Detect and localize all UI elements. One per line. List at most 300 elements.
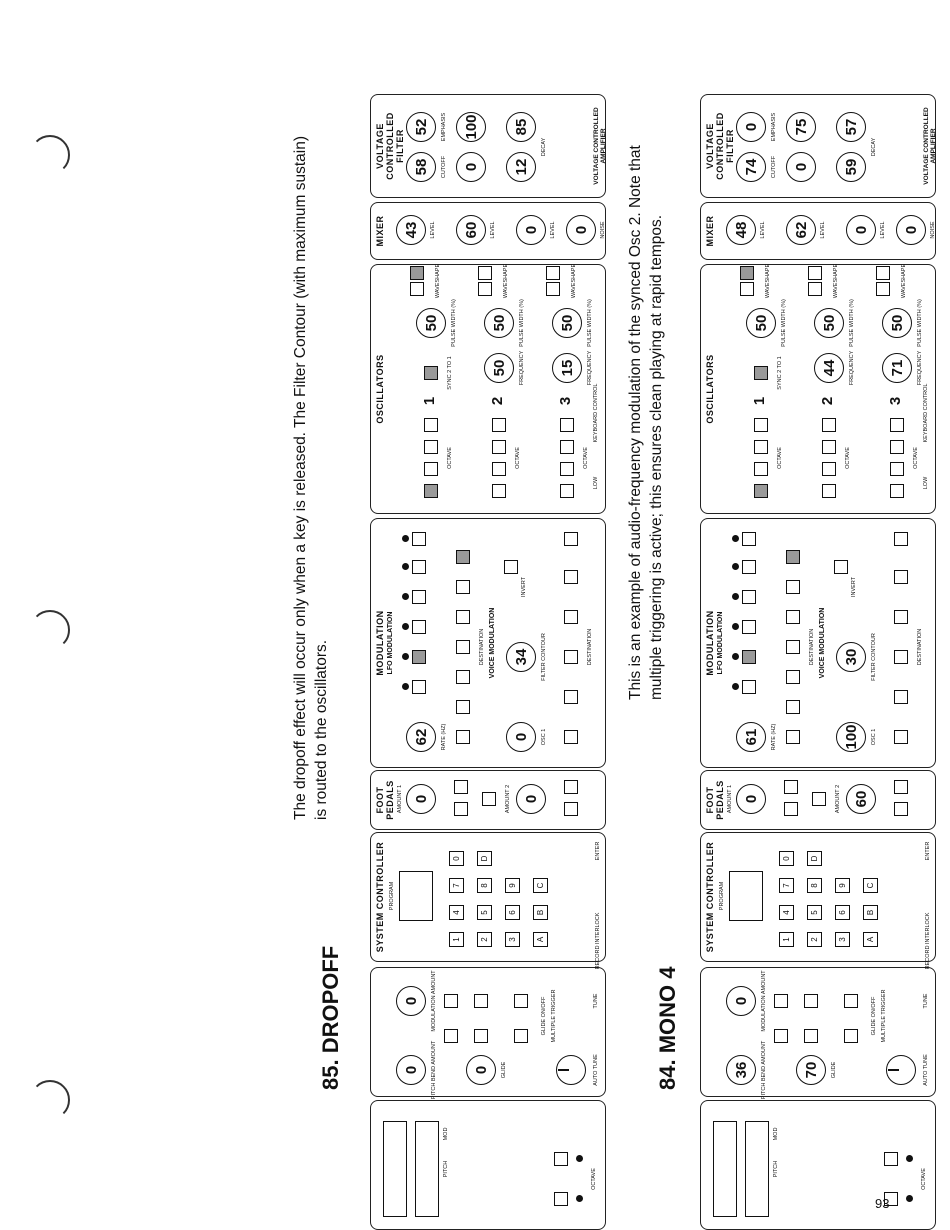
voice-destination-button[interactable]	[564, 690, 578, 704]
patch-description: This is an example of audio-frequency modulation of the synced Osc 2. Note that multiple triggering is active; this ensures clean playing at rapid tempos.	[627, 145, 665, 700]
mixer-mix1-knob[interactable]	[396, 215, 426, 245]
voice-destination-button[interactable]	[894, 532, 908, 546]
foot-pedals	[700, 770, 936, 830]
indicator-led	[402, 564, 409, 571]
lfo-waveform-button[interactable]	[412, 532, 426, 546]
pitch-bend-amount-knob[interactable]	[726, 1055, 756, 1085]
program-key[interactable]: 4	[449, 905, 464, 920]
knob-value: 0	[852, 225, 870, 235]
pedal-filter-button[interactable]	[482, 792, 496, 806]
voice-destination-label: DESTINATION	[587, 628, 593, 666]
program-key[interactable]: 9	[505, 878, 520, 893]
enter-label: ENTER	[925, 841, 931, 861]
knob-value: 57	[842, 118, 860, 136]
octave-button-16[interactable]	[560, 484, 574, 498]
octave-button-4[interactable]	[890, 440, 904, 454]
decay-label: DECAY	[871, 137, 877, 157]
pedal-mod-amt-button[interactable]	[564, 802, 578, 816]
knob-value: 44	[820, 359, 838, 377]
kb-out-button[interactable]	[514, 994, 528, 1008]
lfo-rate-knob[interactable]	[406, 722, 436, 752]
lfo-waveform-button[interactable]	[742, 620, 756, 634]
octave-button-4[interactable]	[822, 440, 836, 454]
lfo-destination-button[interactable]	[456, 640, 470, 654]
program-display	[399, 871, 433, 921]
sync-button[interactable]	[754, 366, 768, 380]
patch-caption: 84. MONO 4	[655, 966, 680, 1090]
modulation-module	[700, 518, 936, 768]
amount-2-label: AMOUNT 2	[505, 784, 511, 814]
osc1-amount-knob[interactable]	[836, 722, 866, 752]
auto-tune-label: AUTO TUNE	[923, 1054, 929, 1086]
invert-button[interactable]	[834, 560, 848, 574]
lfo-destination-button[interactable]	[456, 550, 470, 564]
decay-label: DECAY	[541, 137, 547, 157]
pulse-width-label: PULSE WIDTH (%)	[587, 299, 593, 347]
pedal-amount-1-knob[interactable]	[406, 784, 436, 814]
indicator-led	[732, 564, 739, 571]
lfo-destination-button[interactable]	[786, 700, 800, 714]
cutoff-knob[interactable]	[736, 152, 766, 182]
lfo-destination-button[interactable]	[456, 670, 470, 684]
mono-button[interactable]	[844, 1029, 858, 1043]
program-key[interactable]: 7	[779, 878, 794, 893]
program-key[interactable]: D	[807, 851, 822, 866]
lfo-waveform-button[interactable]	[742, 590, 756, 604]
program-key[interactable]: 8	[807, 878, 822, 893]
mixer-level-label: NOISE	[930, 221, 936, 239]
filter-decay-knob[interactable]	[456, 112, 486, 142]
lfo-waveform-button[interactable]	[412, 620, 426, 634]
mixer-mix2-knob[interactable]	[456, 215, 486, 245]
emphasis-knob[interactable]	[406, 112, 436, 142]
lfo-destination-button[interactable]	[786, 640, 800, 654]
lfo-waveform-button[interactable]	[742, 680, 756, 694]
knob-value: 50	[422, 314, 440, 332]
octave-label: OCTAVE	[583, 447, 589, 469]
voice-destination-button[interactable]	[894, 730, 908, 744]
lfo-modulation-label: LFO MODULATION	[387, 611, 394, 675]
pulse-width-knob[interactable]	[552, 308, 582, 338]
filter-attack-knob[interactable]	[786, 152, 816, 182]
binder-hole	[22, 1072, 79, 1129]
knob-value: 0	[902, 225, 920, 235]
foot-pedals	[370, 770, 606, 830]
pitch-bend-label: PITCH BEND AMOUNT	[761, 1040, 767, 1100]
auto-tune-label: AUTO TUNE	[593, 1054, 599, 1086]
program-key[interactable]: 5	[807, 905, 822, 920]
pedal-amount-2-knob[interactable]	[846, 784, 876, 814]
tune-knob[interactable]	[886, 1055, 916, 1085]
filter-contour-label: FILTER CONTOUR	[871, 633, 877, 681]
program-key[interactable]: 0	[779, 851, 794, 866]
program-key[interactable]: 0	[449, 851, 464, 866]
voice-modulation-label: VOICE MODULATION	[489, 607, 496, 679]
lfo-waveform-button[interactable]	[412, 590, 426, 604]
mixer-level-label: LEVEL	[760, 221, 766, 239]
performance-controls	[700, 967, 936, 1100]
invert-label: INVERT	[851, 576, 857, 598]
multiple-trigger-label: MULTIPLE TRIGGER	[551, 989, 557, 1043]
pedal-amount-1-knob[interactable]	[736, 784, 766, 814]
octave-button-2[interactable]	[754, 418, 768, 432]
lfo-modulation-label: LFO MODULATION	[717, 611, 724, 675]
octave-button-16[interactable]	[754, 484, 768, 498]
filter-decay-knob[interactable]	[786, 112, 816, 142]
amp-decay-knob[interactable]	[506, 112, 536, 142]
foot-pedals-title: FOOT PEDALS	[705, 780, 725, 820]
program-key[interactable]: C	[533, 878, 548, 893]
indicator-led	[906, 1196, 913, 1203]
knob-value: 0	[522, 225, 540, 235]
system-controller-title: SYSTEM CONTROLLER	[705, 841, 715, 953]
frequency-label: FREQUENCY	[849, 350, 855, 386]
knob-value: 43	[402, 221, 420, 239]
waveshape-button[interactable]	[876, 282, 890, 296]
lfo-waveform-button[interactable]	[742, 560, 756, 574]
voice-modulation-label: VOICE MODULATION	[819, 607, 826, 679]
synth-panel-dropoff	[370, 94, 606, 1222]
voice-destination-button[interactable]	[894, 690, 908, 704]
octave-button-4[interactable]	[560, 440, 574, 454]
osc2-frequency-knob[interactable]	[484, 353, 514, 383]
octave-button-4[interactable]	[424, 440, 438, 454]
pulse-width-knob[interactable]	[882, 308, 912, 338]
octave-button-2[interactable]	[424, 418, 438, 432]
vcf-module	[700, 94, 936, 198]
pulse-width-knob[interactable]	[814, 308, 844, 338]
mixer-module	[370, 202, 606, 260]
program-key[interactable]: 5	[477, 905, 492, 920]
rate-label: RATE (HZ)	[771, 723, 777, 751]
destination-label: DESTINATION	[479, 628, 485, 666]
lfo-waveform-button[interactable]	[412, 560, 426, 574]
program-key[interactable]: B	[863, 905, 878, 920]
knob-value: 71	[888, 359, 906, 377]
knob-value: 0	[402, 996, 420, 1006]
pedal-amount-2-knob[interactable]	[516, 784, 546, 814]
pitch-label: PITCH	[443, 1160, 449, 1178]
filter-contour-amount-knob[interactable]	[836, 642, 866, 672]
multiple-trigger-label: MULTIPLE TRIGGER	[881, 989, 887, 1043]
octave-button-2[interactable]	[492, 418, 506, 432]
record-interlock-label: RECORD INTERLOCK	[595, 912, 601, 970]
oscillators-module-title: OSCILLATORS	[705, 354, 715, 424]
octave-up-button[interactable]	[884, 1152, 898, 1166]
rate-label: RATE (HZ)	[441, 723, 447, 751]
pedal-pitch-button[interactable]	[454, 802, 468, 816]
vcf-module	[370, 94, 606, 198]
invert-button[interactable]	[504, 560, 518, 574]
binder-hole	[22, 602, 79, 659]
program-key[interactable]: 8	[477, 878, 492, 893]
waveshape-button[interactable]	[808, 282, 822, 296]
lfo-destination-button[interactable]	[456, 700, 470, 714]
knob-value: 62	[412, 728, 430, 746]
lfo-waveform-button[interactable]	[742, 650, 756, 664]
program-key[interactable]: D	[477, 851, 492, 866]
indicator-led	[576, 1196, 583, 1203]
pulse-width-label: PULSE WIDTH (%)	[451, 299, 457, 347]
mod-wheel-slot[interactable]	[745, 1121, 769, 1217]
pulse-width-knob[interactable]	[746, 308, 776, 338]
waveshape-button[interactable]	[546, 282, 560, 296]
octave-up-button[interactable]	[554, 1152, 568, 1166]
modulation-amount-knob[interactable]	[396, 986, 426, 1016]
octave-button-4[interactable]	[492, 440, 506, 454]
program-key[interactable]: 2	[807, 932, 822, 947]
glide-knob[interactable]	[466, 1055, 496, 1085]
program-key[interactable]: 6	[835, 905, 850, 920]
program-key[interactable]: B	[533, 905, 548, 920]
waveshape-label: WAVESHAPE	[435, 263, 441, 299]
waveshape-button[interactable]	[740, 266, 754, 280]
mixer-mix3-knob[interactable]	[846, 215, 876, 245]
octave-button-2[interactable]	[822, 418, 836, 432]
mixer-module-title: MIXER	[705, 215, 715, 247]
program-key[interactable]: A	[533, 932, 548, 947]
filter-contour-label: FILTER CONTOUR	[541, 633, 547, 681]
voice-destination-button[interactable]	[564, 570, 578, 584]
pedal-mod-amt-button[interactable]	[894, 802, 908, 816]
lfo-waveform-button[interactable]	[412, 650, 426, 664]
emphasis-knob[interactable]	[736, 112, 766, 142]
mixer-noise-knob[interactable]	[896, 215, 926, 245]
cutoff-knob[interactable]	[406, 152, 436, 182]
waveshape-button[interactable]	[410, 266, 424, 280]
binder-hole	[22, 127, 79, 184]
knob-value: 0	[742, 122, 760, 132]
program-key[interactable]: 4	[779, 905, 794, 920]
pedal-osc2-button[interactable]	[564, 780, 578, 794]
octave-label: OCTAVE	[591, 1168, 597, 1190]
pedal-volume-button[interactable]	[784, 780, 798, 794]
glide-knob[interactable]	[796, 1055, 826, 1085]
lfo-destination-button[interactable]	[786, 730, 800, 744]
octave-label: OCTAVE	[913, 447, 919, 469]
pitch-label: PITCH	[773, 1160, 779, 1178]
program-key[interactable]: 1	[779, 932, 794, 947]
lfo-rate-knob[interactable]	[736, 722, 766, 752]
hold-button[interactable]	[444, 994, 458, 1008]
glide-onoff-button[interactable]	[474, 994, 488, 1008]
osc1-amount-knob[interactable]	[506, 722, 536, 752]
octave-label: OCTAVE	[845, 447, 851, 469]
knob-value: 60	[462, 221, 480, 239]
page-number: 93	[875, 1196, 890, 1211]
octave-button-16[interactable]	[890, 484, 904, 498]
mixer-noise-knob[interactable]	[566, 215, 596, 245]
invert-label: INVERT	[521, 576, 527, 598]
amount-1-label: AMOUNT 1	[727, 784, 733, 814]
filter-attack-knob[interactable]	[456, 152, 486, 182]
destination-label: DESTINATION	[809, 628, 815, 666]
hold-button[interactable]	[774, 994, 788, 1008]
program-key[interactable]: C	[863, 878, 878, 893]
octave-label: OCTAVE	[447, 447, 453, 469]
voice-destination-button[interactable]	[564, 610, 578, 624]
knob-value: 60	[852, 790, 870, 808]
voice-destination-button[interactable]	[564, 532, 578, 546]
octave-button-8[interactable]	[754, 462, 768, 476]
modulation-amount-knob[interactable]	[726, 986, 756, 1016]
octave-button-8[interactable]	[424, 462, 438, 476]
filter-contour-amount-knob[interactable]	[506, 642, 536, 672]
oscillators-module	[700, 264, 936, 514]
octave-button-8[interactable]	[492, 462, 506, 476]
waveshape-button[interactable]	[546, 266, 560, 280]
lfo-destination-button[interactable]	[786, 580, 800, 594]
oscillator-number: 1	[421, 396, 438, 406]
waveshape-label: WAVESHAPE	[833, 263, 839, 299]
program-key[interactable]: 3	[835, 932, 850, 947]
lfo-destination-button[interactable]	[786, 610, 800, 624]
modulation-amount-label: MODULATION AMOUNT	[761, 970, 767, 1032]
program-key[interactable]: 7	[449, 878, 464, 893]
glide-onoff-label: GLIDE ON/OFF	[871, 996, 877, 1036]
waveshape-button[interactable]	[478, 282, 492, 296]
emphasis-label: EMPHASIS	[771, 112, 777, 142]
kb-mode-button[interactable]	[444, 1029, 458, 1043]
knob-value: 52	[412, 118, 430, 136]
frequency-label: FREQUENCY	[917, 350, 923, 386]
multi-trigger-button[interactable]	[474, 1029, 488, 1043]
pedal-pitch-button[interactable]	[784, 802, 798, 816]
program-key[interactable]: 1	[449, 932, 464, 947]
lfo-waveform-button[interactable]	[412, 680, 426, 694]
frequency-label: FREQUENCY	[519, 350, 525, 386]
knob-value: 0	[472, 1065, 490, 1075]
mod-wheel-slot[interactable]	[415, 1121, 439, 1217]
octave-button-2[interactable]	[890, 418, 904, 432]
octave-label: OCTAVE	[515, 447, 521, 469]
indicator-led	[402, 536, 409, 543]
octave-button-8[interactable]	[890, 462, 904, 476]
mod-label: MOD	[773, 1127, 779, 1141]
voice-destination-button[interactable]	[894, 570, 908, 584]
voice-destination-button[interactable]	[894, 650, 908, 664]
waveshape-button[interactable]	[740, 282, 754, 296]
indicator-led	[402, 684, 409, 691]
amp-decay-knob[interactable]	[836, 112, 866, 142]
pitch-bend-amount-knob[interactable]	[396, 1055, 426, 1085]
indicator-led	[906, 1156, 913, 1163]
kb-out-button[interactable]	[844, 994, 858, 1008]
pulse-width-knob[interactable]	[416, 308, 446, 338]
octave-button-8[interactable]	[560, 462, 574, 476]
pulse-width-knob[interactable]	[484, 308, 514, 338]
modulation-amount-label: MODULATION AMOUNT	[431, 970, 437, 1032]
octave-button-16[interactable]	[424, 484, 438, 498]
pedal-filter-button[interactable]	[812, 792, 826, 806]
voice-destination-button[interactable]	[564, 730, 578, 744]
octave-button-8[interactable]	[822, 462, 836, 476]
knob-value: 70	[802, 1061, 820, 1079]
octave-down-button[interactable]	[554, 1192, 568, 1206]
osc1-label: OSC 1	[541, 728, 547, 746]
knob-value: 34	[512, 648, 530, 666]
waveshape-button[interactable]	[478, 266, 492, 280]
osc3-frequency-knob[interactable]	[552, 353, 582, 383]
vcf-module-title: VOLTAGE CONTROLLED FILTER	[705, 112, 735, 180]
oscillator-number: 2	[819, 396, 836, 406]
sync-button[interactable]	[424, 366, 438, 380]
indicator-led	[576, 1156, 583, 1163]
lfo-waveform-button[interactable]	[742, 532, 756, 546]
waveshape-button[interactable]	[876, 266, 890, 280]
kb-mode-button[interactable]	[774, 1029, 788, 1043]
lfo-destination-button[interactable]	[456, 730, 470, 744]
waveshape-label: WAVESHAPE	[901, 263, 907, 299]
multi-trigger-button[interactable]	[804, 1029, 818, 1043]
waveshape-button[interactable]	[410, 282, 424, 296]
mono-button[interactable]	[514, 1029, 528, 1043]
octave-button-4[interactable]	[754, 440, 768, 454]
knob-value: 50	[490, 359, 508, 377]
indicator-led	[402, 594, 409, 601]
keyboard-control-label: KEYBOARD CONTROL	[923, 383, 929, 443]
knob-value: 36	[732, 1061, 750, 1079]
pitch-wheel-slot[interactable]	[713, 1121, 737, 1217]
waveshape-button[interactable]	[808, 266, 822, 280]
knob-value: 0	[742, 794, 760, 804]
knob-value: 50	[752, 314, 770, 332]
knob-value: 58	[412, 158, 430, 176]
mixer-mix1-knob[interactable]	[726, 215, 756, 245]
glide-onoff-button[interactable]	[804, 994, 818, 1008]
tune-knob[interactable]	[556, 1055, 586, 1085]
voice-destination-button[interactable]	[564, 650, 578, 664]
indicator-led	[402, 624, 409, 631]
indicator-led	[732, 624, 739, 631]
program-key[interactable]: 2	[477, 932, 492, 947]
pedal-volume-button[interactable]	[454, 780, 468, 794]
program-key[interactable]: 9	[835, 878, 850, 893]
amp-attack-knob[interactable]	[836, 152, 866, 182]
program-key[interactable]: 6	[505, 905, 520, 920]
modulation-module	[370, 518, 606, 768]
oscillator-number: 1	[751, 396, 768, 406]
cutoff-label: CUTOFF	[771, 155, 777, 179]
amp-attack-knob[interactable]	[506, 152, 536, 182]
lfo-destination-button[interactable]	[456, 610, 470, 624]
pedal-osc2-button[interactable]	[894, 780, 908, 794]
octave-button-16[interactable]	[822, 484, 836, 498]
octave-label: OCTAVE	[921, 1168, 927, 1190]
voice-destination-button[interactable]	[894, 610, 908, 624]
octave-label: OCTAVE	[777, 447, 783, 469]
octave-button-16[interactable]	[492, 484, 506, 498]
lfo-destination-button[interactable]	[786, 670, 800, 684]
indicator-led	[732, 594, 739, 601]
program-key[interactable]: A	[863, 932, 878, 947]
program-key[interactable]: 3	[505, 932, 520, 947]
mixer-mix3-knob[interactable]	[516, 215, 546, 245]
lfo-destination-button[interactable]	[456, 580, 470, 594]
mixer-level-label: NOISE	[600, 221, 606, 239]
octave-button-2[interactable]	[560, 418, 574, 432]
lfo-destination-button[interactable]	[786, 550, 800, 564]
osc2-frequency-knob[interactable]	[814, 353, 844, 383]
knob-pointer	[558, 1069, 569, 1071]
osc3-frequency-knob[interactable]	[882, 353, 912, 383]
pitch-wheel-slot[interactable]	[383, 1121, 407, 1217]
knob-value: 50	[490, 314, 508, 332]
tune-label: TUNE	[923, 993, 929, 1009]
mixer-module-title: MIXER	[375, 215, 385, 247]
knob-value: 12	[512, 158, 530, 176]
mixer-mix2-knob[interactable]	[786, 215, 816, 245]
